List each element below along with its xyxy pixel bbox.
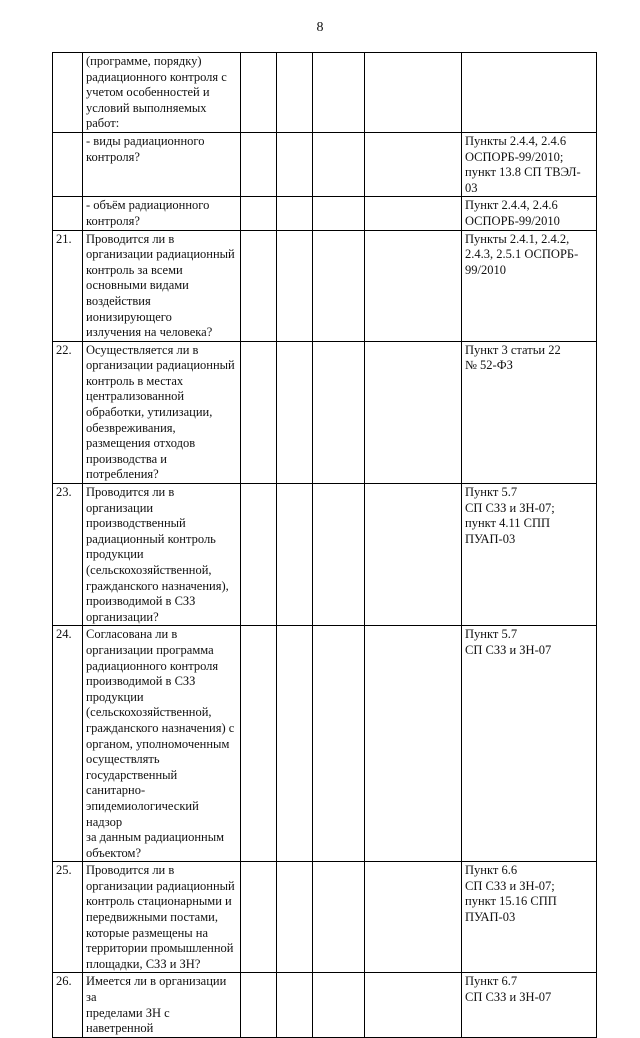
question-cell: Имеется ли в организации за пределами ЗН с наветренной (83, 973, 241, 1037)
answer-cell (277, 53, 313, 133)
answer-cell (365, 484, 462, 626)
table-row (53, 484, 597, 626)
row-number: 25. (53, 862, 83, 973)
reference-cell: Пункт 5.7 СП СЗЗ и ЗН-07 (462, 626, 597, 862)
answer-cell (277, 973, 313, 1037)
answer-cell (313, 53, 365, 133)
row-number (53, 197, 83, 230)
answer-cell (313, 230, 365, 341)
answer-cell (365, 132, 462, 196)
answer-cell (241, 197, 277, 230)
answer-cell (277, 626, 313, 862)
answer-cell (277, 197, 313, 230)
row-number: 22. (53, 341, 83, 483)
answer-cell (365, 341, 462, 483)
answer-cell (365, 230, 462, 341)
table-row (53, 230, 597, 341)
row-number (53, 132, 83, 196)
table-row (53, 53, 597, 133)
answer-cell (365, 862, 462, 973)
answer-cell (241, 53, 277, 133)
checklist-table (52, 52, 597, 1038)
question-cell: Проводится ли в организации радиационный контроль за всеми основными видами воздействия ионизирующего излучения на человека? (83, 230, 241, 341)
table-row (53, 197, 597, 230)
answer-cell (241, 132, 277, 196)
question-cell: Согласована ли в организации программа радиационного контроля производимой в СЗЗ продукции (сельскохозяйственной, гражданского назначения) с органом, уполномоченным осуществлять государственный санитарно- эпидемиологический надзор за данным радиационным объектом? (83, 626, 241, 862)
question-cell: (программе, порядку) радиационного контроля с учетом особенностей и условий выполняемых работ: (83, 53, 241, 133)
answer-cell (313, 484, 365, 626)
row-number (53, 53, 83, 133)
table-row (53, 626, 597, 862)
page-number: 8 (316, 20, 324, 35)
answer-cell (241, 484, 277, 626)
question-cell: Осуществляется ли в организации радиационный контроль в местах централизованной обработки, утилизации, обезвреживания, размещения отходов производства и потребления? (83, 341, 241, 483)
reference-cell: Пункт 3 статьи 22 № 52-ФЗ (462, 341, 597, 483)
answer-cell (241, 862, 277, 973)
reference-cell: Пункты 2.4.1, 2.4.2, 2.4.3, 2.5.1 ОСПОРБ- 99/2010 (462, 230, 597, 341)
reference-cell: Пункт 6.7 СП СЗЗ и ЗН-07 (462, 973, 597, 1037)
question-cell: - объём радиационного контроля? (83, 197, 241, 230)
row-number: 21. (53, 230, 83, 341)
answer-cell (365, 973, 462, 1037)
reference-cell: Пункт 6.6 СП СЗЗ и ЗН-07; пункт 15.16 СПП ПУАП-03 (462, 862, 597, 973)
answer-cell (313, 626, 365, 862)
question-cell: - виды радиационного контроля? (83, 132, 241, 196)
row-number: 24. (53, 626, 83, 862)
question-cell: Проводится ли в организации производственный радиационный контроль продукции (сельскохозяйственной, гражданского назначения), производимой в СЗЗ организации? (83, 484, 241, 626)
answer-cell (277, 341, 313, 483)
answer-cell (277, 230, 313, 341)
table-row (53, 862, 597, 973)
reference-cell: Пункт 2.4.4, 2.4.6 ОСПОРБ-99/2010 (462, 197, 597, 230)
answer-cell (241, 973, 277, 1037)
answer-cell (313, 132, 365, 196)
reference-cell: Пункт 5.7 СП СЗЗ и ЗН-07; пункт 4.11 СПП ПУАП-03 (462, 484, 597, 626)
table-row (53, 973, 597, 1037)
answer-cell (365, 197, 462, 230)
answer-cell (313, 862, 365, 973)
answer-cell (277, 484, 313, 626)
answer-cell (365, 53, 462, 133)
question-cell: Проводится ли в организации радиационный контроль стационарными и передвижными постами, которые размещены на территории промышленной площадки, СЗЗ и ЗН? (83, 862, 241, 973)
answer-cell (241, 626, 277, 862)
row-number: 26. (53, 973, 83, 1037)
answer-cell (313, 197, 365, 230)
reference-cell (462, 53, 597, 133)
answer-cell (241, 230, 277, 341)
answer-cell (365, 626, 462, 862)
answer-cell (241, 341, 277, 483)
answer-cell (313, 973, 365, 1037)
table-row (53, 132, 597, 196)
answer-cell (277, 132, 313, 196)
answer-cell (313, 341, 365, 483)
table-row (53, 341, 597, 483)
answer-cell (277, 862, 313, 973)
reference-cell: Пункты 2.4.4, 2.4.6 ОСПОРБ-99/2010; пункт 13.8 СП ТВЭЛ- 03 (462, 132, 597, 196)
row-number: 23. (53, 484, 83, 626)
